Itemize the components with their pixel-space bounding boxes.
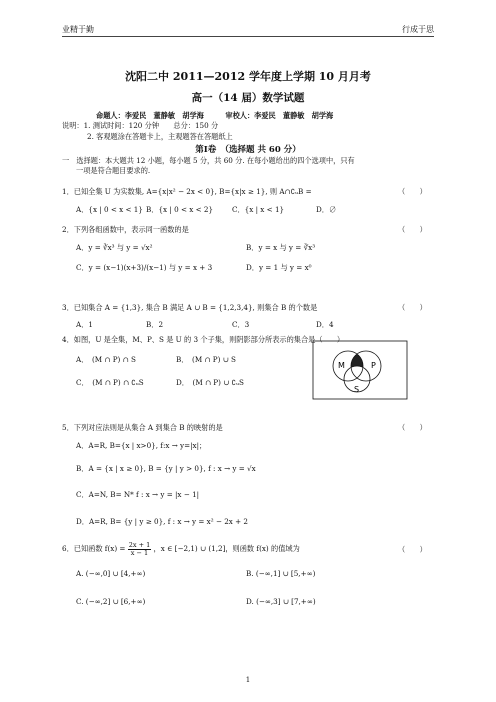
q5-answer-paren: （ ） xyxy=(398,423,427,432)
q2-stem: 2．下列各组函数中，表示同一函数的是 xyxy=(62,225,189,234)
q4-option-a: A． (M ∩ P) ∩ S xyxy=(76,355,136,364)
q1-option-d: D．∅ xyxy=(316,205,337,214)
q4-option-c: C． (M ∩ P) ∩ ∁ᵤS xyxy=(76,378,144,387)
q3-stem: 3．已知集合 A = {1,3}, 集合 B 满足 A ∪ B = {1,2,3,4}, 则集合 B 的个数是 xyxy=(62,303,318,312)
q2-option-c: C．y = (x−1)(x+3)/(x−1) 与 y = x + 3 xyxy=(76,263,213,272)
q3-option-c: C．3 xyxy=(232,320,250,329)
header-left: 业精于勤 xyxy=(62,25,94,34)
intro-line-2: 一项是符合题目要求的. xyxy=(76,166,151,175)
venn-label-s: S xyxy=(354,385,360,394)
q6-fraction-den: x − 1 xyxy=(130,548,149,557)
q1-option-b: B．{x | 0 < x < 2} xyxy=(146,205,214,214)
q6-option-b: B. (−∞,1] ∪ [5,+∞) xyxy=(246,569,316,578)
q6-option-d: D. (−∞,3] ∪ [7,+∞) xyxy=(246,597,316,606)
q5-option-a: A．A=R, B={x | x>0}, f:x → y=|x|； xyxy=(76,441,207,450)
authors-line: 命题人：李爱民 董静敏 胡学海 审校人：李爱民 董静敏 胡学海 xyxy=(96,111,334,120)
q5-option-c: C．A=N, B= N* f : x → y = |x − 1| xyxy=(76,490,200,499)
venn-label-m: M xyxy=(338,361,345,370)
note-1: 说明：1. 测试时间：120 分钟 总分：150 分 xyxy=(62,121,219,130)
q6-fraction xyxy=(128,542,152,557)
exam-title: 沈阳二中 2011—2012 学年度上学期 10 月月考 xyxy=(125,70,371,83)
q6-fraction-num: 2x + 1 xyxy=(128,540,151,549)
venn-label-p: P xyxy=(371,361,376,370)
q4-option-d: D． (M ∩ P) ∪ ∁ᵤS xyxy=(176,378,244,387)
header-right: 行成于思 xyxy=(402,25,434,34)
q2-answer-paren: （ ） xyxy=(398,225,427,234)
q6-stem xyxy=(62,540,300,558)
q6-option-c: C. (−∞,2] ∪ [6,+∞) xyxy=(76,597,146,606)
intro-line-1: 一 选择题：本大题共 12 小题，每小题 5 分，共 60 分. 在每小题给出的四个选项中，只有 xyxy=(62,156,355,165)
section-title: 第Ⅰ卷 （选择题 共 60 分） xyxy=(195,145,301,155)
q3-answer-paren: （ ） xyxy=(398,303,427,312)
q3-option-d: D．4 xyxy=(316,320,334,329)
q3-option-b: B．2 xyxy=(146,320,164,329)
page-number: 1 xyxy=(245,676,251,684)
q5-option-d: D．A=R, B= {y | y ≥ 0}, f : x → y = x² − 2x + 2 xyxy=(76,517,248,526)
q5-stem: 5．下列对应法则是从集合 A 到集合 B 的映射的是 xyxy=(62,423,223,432)
q1-option-c: C．{x | x < 1} xyxy=(232,205,285,214)
q6-stem-a: 6．已知函数 f(x) = xyxy=(62,544,126,553)
q1-answer-paren: （ ） xyxy=(398,187,427,196)
q5-option-b: B．A = {x | x ≥ 0}, B = {y | y > 0}, f : x → y = √x xyxy=(76,464,256,473)
venn-diagram xyxy=(312,340,408,400)
q4-stem: 4．如图，U 是全集，M、P、S 是 U 的 3 个子集，则阴影部分所表示的集合是（ ） xyxy=(62,335,345,344)
q3-option-a: A．1 xyxy=(76,320,93,329)
q1-stem: 1．已知全集 U 为实数集, A={x|x² − 2x < 0}, B={x|x ≥ 1}, 则 A∩∁ᵤB = xyxy=(62,187,312,196)
q2-option-b: B．y = x 与 y = ∛x³ xyxy=(246,243,316,252)
q6-option-a: A. (−∞,0] ∪ [4,+∞) xyxy=(76,569,146,578)
q4-option-b: B． (M ∩ P) ∪ S xyxy=(176,355,236,364)
page-header xyxy=(62,22,434,37)
exam-subtitle: 高一（14 届）数学试题 xyxy=(191,92,305,104)
q6-answer-paren: （ ） xyxy=(398,545,427,554)
q2-option-d: D．y = 1 与 y = x⁰ xyxy=(246,263,312,272)
q1-option-a: A．{x | 0 < x < 1} xyxy=(76,205,143,214)
q2-option-a: A．y = ∛x³ 与 y = √x² xyxy=(76,243,153,252)
q6-stem-b: ，x ∈ [−2,1) ∪ (1,2]，则函数 f(x) 的值域为 xyxy=(153,544,300,553)
note-2: 2. 客观题涂在答题卡上，主观题答在答题纸上 xyxy=(87,132,233,141)
